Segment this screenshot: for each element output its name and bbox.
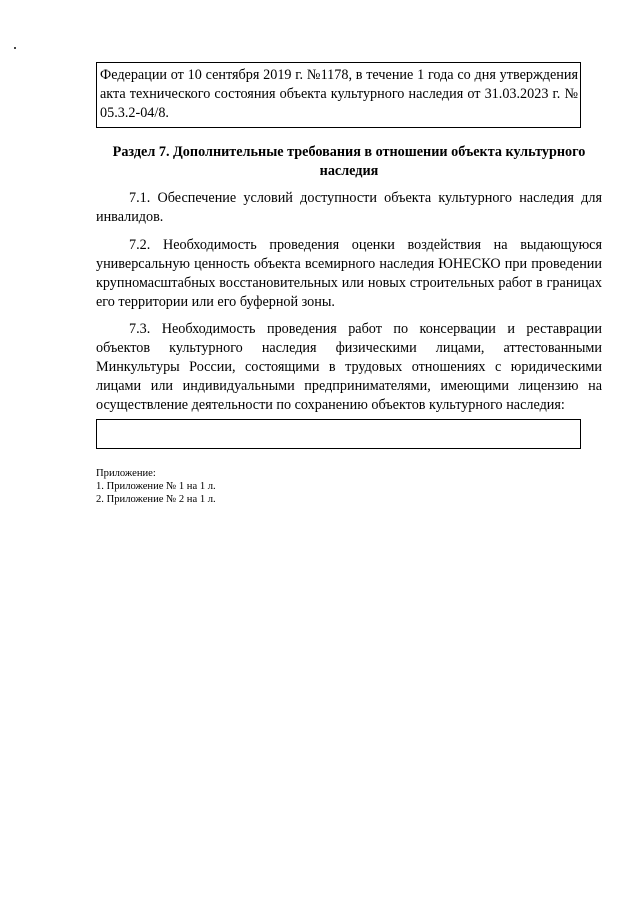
boxed-text-block: Федерации от 10 сентября 2019 г. №1178, в течение 1 года со дня утверждения акта технического состояния объекта культурного наследия от 31.03.2023 г. № 05.3.2-04/8.: [96, 62, 581, 128]
section-heading: Раздел 7. Дополнительные требования в отношении объекта культурного наследия: [112, 144, 586, 179]
appendix-item: 1. Приложение № 1 на 1 л.: [96, 481, 216, 492]
paragraph-7-2: 7.2. Необходимость проведения оценки воздействия на выдающуюся универсальную ценность объекта всемирного наследия ЮНЕСКО при проведении крупномасштабных восстановительных или новых строительных работ в границах его территории или его буферной зоны.: [96, 237, 602, 310]
empty-table-box: [96, 419, 581, 449]
scan-speck: [14, 47, 16, 49]
paragraph-7-1: 7.1. Обеспечение условий доступности объекта культурного наследия для инвалидов.: [96, 190, 602, 225]
paragraph-7-3: 7.3. Необходимость проведения работ по консервации и реставрации объектов культурного наследия физическими лицами, аттестованными Минкультуры России, состоящими в трудовых отношениях с юридическими лицами или индивидуальными предпринимателями, имеющими лицензию на осуществление деятельности по сохранению объектов культурного наследия:: [96, 321, 602, 413]
appendix-list: [96, 467, 396, 506]
appendix-label: Приложение:: [96, 468, 156, 479]
appendix-item: 2. Приложение № 2 на 1 л.: [96, 494, 216, 505]
